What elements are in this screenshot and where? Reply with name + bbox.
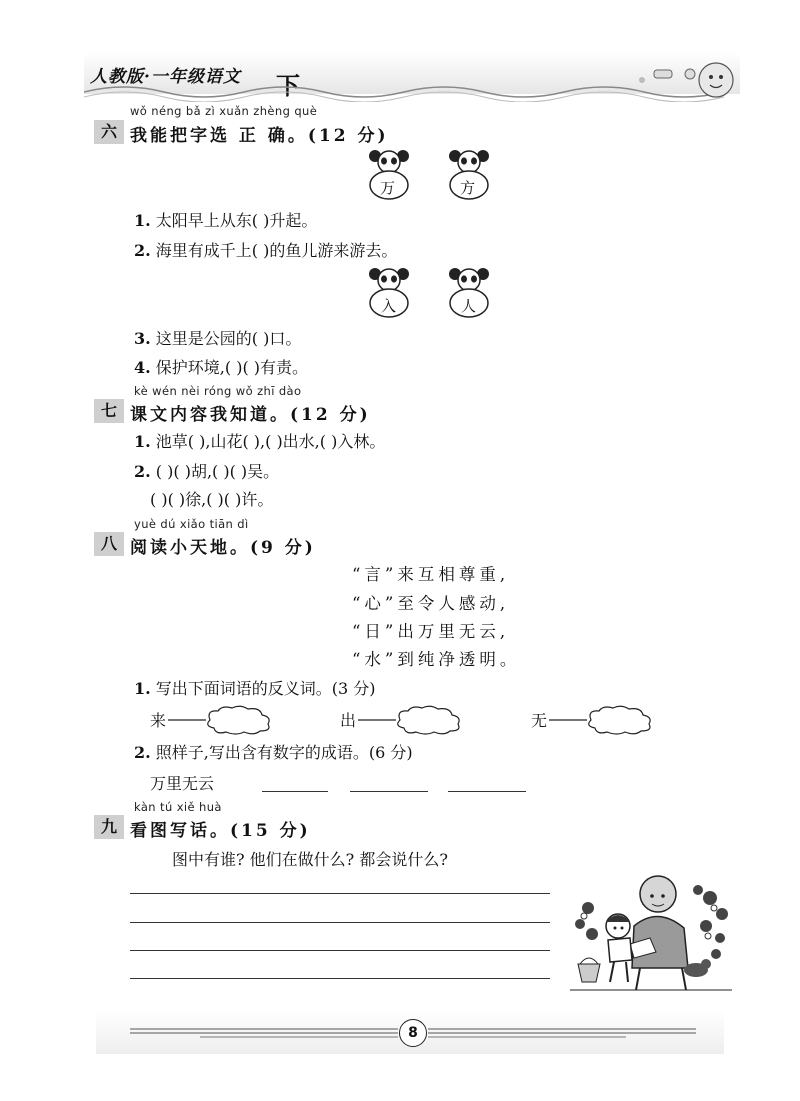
- sec8-pinyin: yuè dú xiǎo tiān dì: [134, 517, 249, 531]
- answer-cloud[interactable]: [549, 704, 665, 736]
- question-text: 池草( ),山花( ),( )出水,( )入林。: [155, 432, 386, 451]
- idiom-answer-line[interactable]: [350, 791, 428, 792]
- question-number: 1.: [134, 211, 151, 230]
- sec7-question-2-line-2: ( )( )徐,( )( )许。: [150, 490, 274, 509]
- sec9-pinyin: kàn tú xiě huà: [134, 800, 222, 814]
- example-idiom: 万里无云: [150, 774, 215, 793]
- antonym-word: 无: [531, 711, 548, 730]
- book-title: 人教版·一年级语文: [90, 67, 241, 87]
- sec7-pinyin: kè wén nèi róng wǒ zhī dào: [134, 384, 302, 398]
- sec8-question-2: [134, 740, 413, 763]
- sec9-number: 九: [94, 815, 124, 839]
- poem-line: “心”至令人感动,: [352, 594, 510, 613]
- poem-line: “言”来互相尊重,: [352, 565, 510, 584]
- antonym-word: 来: [150, 711, 167, 730]
- question-number: 1.: [134, 679, 151, 698]
- question-text: 太阳早上从东( )升起。: [155, 211, 318, 230]
- sec8-title: 阅读小天地。(9 分): [130, 538, 316, 558]
- question-number: 2.: [134, 743, 151, 762]
- sec6-question-2: [134, 238, 397, 261]
- writing-line[interactable]: [130, 950, 550, 951]
- volume-mark: 下: [276, 71, 300, 100]
- question-number: 2.: [134, 462, 151, 481]
- panda-char: 入: [381, 297, 397, 315]
- writing-prompt: 图中有谁? 他们在做什么? 都会说什么?: [172, 850, 448, 869]
- sec6-pinyin: wǒ néng bǎ zì xuǎn zhèng què: [130, 104, 318, 118]
- answer-cloud[interactable]: [168, 704, 284, 736]
- sec9-title: 看图写话。(15 分): [130, 821, 311, 841]
- question-number: 1.: [134, 432, 151, 451]
- question-text: 海里有成千上( )的鱼儿游来游去。: [155, 241, 398, 260]
- answer-cloud[interactable]: [358, 704, 474, 736]
- panda-char: 人: [461, 297, 477, 315]
- sec8-number: 八: [94, 532, 124, 556]
- sec7-number: 七: [94, 399, 124, 423]
- question-text: 照样子,写出含有数字的成语。(6 分): [155, 743, 413, 762]
- writing-line[interactable]: [130, 978, 550, 979]
- idiom-answer-line[interactable]: [262, 791, 328, 792]
- idiom-answer-line[interactable]: [448, 791, 526, 792]
- question-number: 4.: [134, 358, 151, 377]
- question-text: 这里是公园的( )口。: [155, 329, 302, 348]
- sec6-question-4: [134, 355, 308, 378]
- sec6-question-1: [134, 208, 317, 231]
- question-text: 保护环境,( )( )有责。: [155, 358, 309, 377]
- header-kids-icon: [634, 56, 738, 100]
- sec6-question-3: [134, 326, 301, 349]
- page-number: 8: [399, 1019, 427, 1047]
- question-number: 3.: [134, 329, 151, 348]
- writing-line[interactable]: [130, 922, 550, 923]
- antonym-word: 出: [340, 711, 357, 730]
- sec8-question-1: [134, 676, 376, 699]
- grandma-and-child-illustration: [570, 868, 732, 996]
- poem-line: “水”到纯净透明。: [352, 650, 521, 669]
- panda-char: 方: [460, 179, 476, 197]
- sec6-number: 六: [94, 120, 124, 144]
- sec7-question-1: [134, 429, 385, 452]
- panda-char: 万: [380, 179, 396, 197]
- sec6-title: 我能把字选 正 确。(12 分): [130, 126, 389, 146]
- question-text: 写出下面词语的反义词。(3 分): [155, 679, 376, 698]
- poem-line: “日”出万里无云,: [352, 622, 510, 641]
- question-text: ( )( )胡,( )( )吴。: [155, 462, 280, 481]
- question-number: 2.: [134, 241, 151, 260]
- writing-line[interactable]: [130, 893, 550, 894]
- sec7-title: 课文内容我知道。(12 分): [130, 405, 371, 425]
- sec7-question-2: [134, 459, 279, 482]
